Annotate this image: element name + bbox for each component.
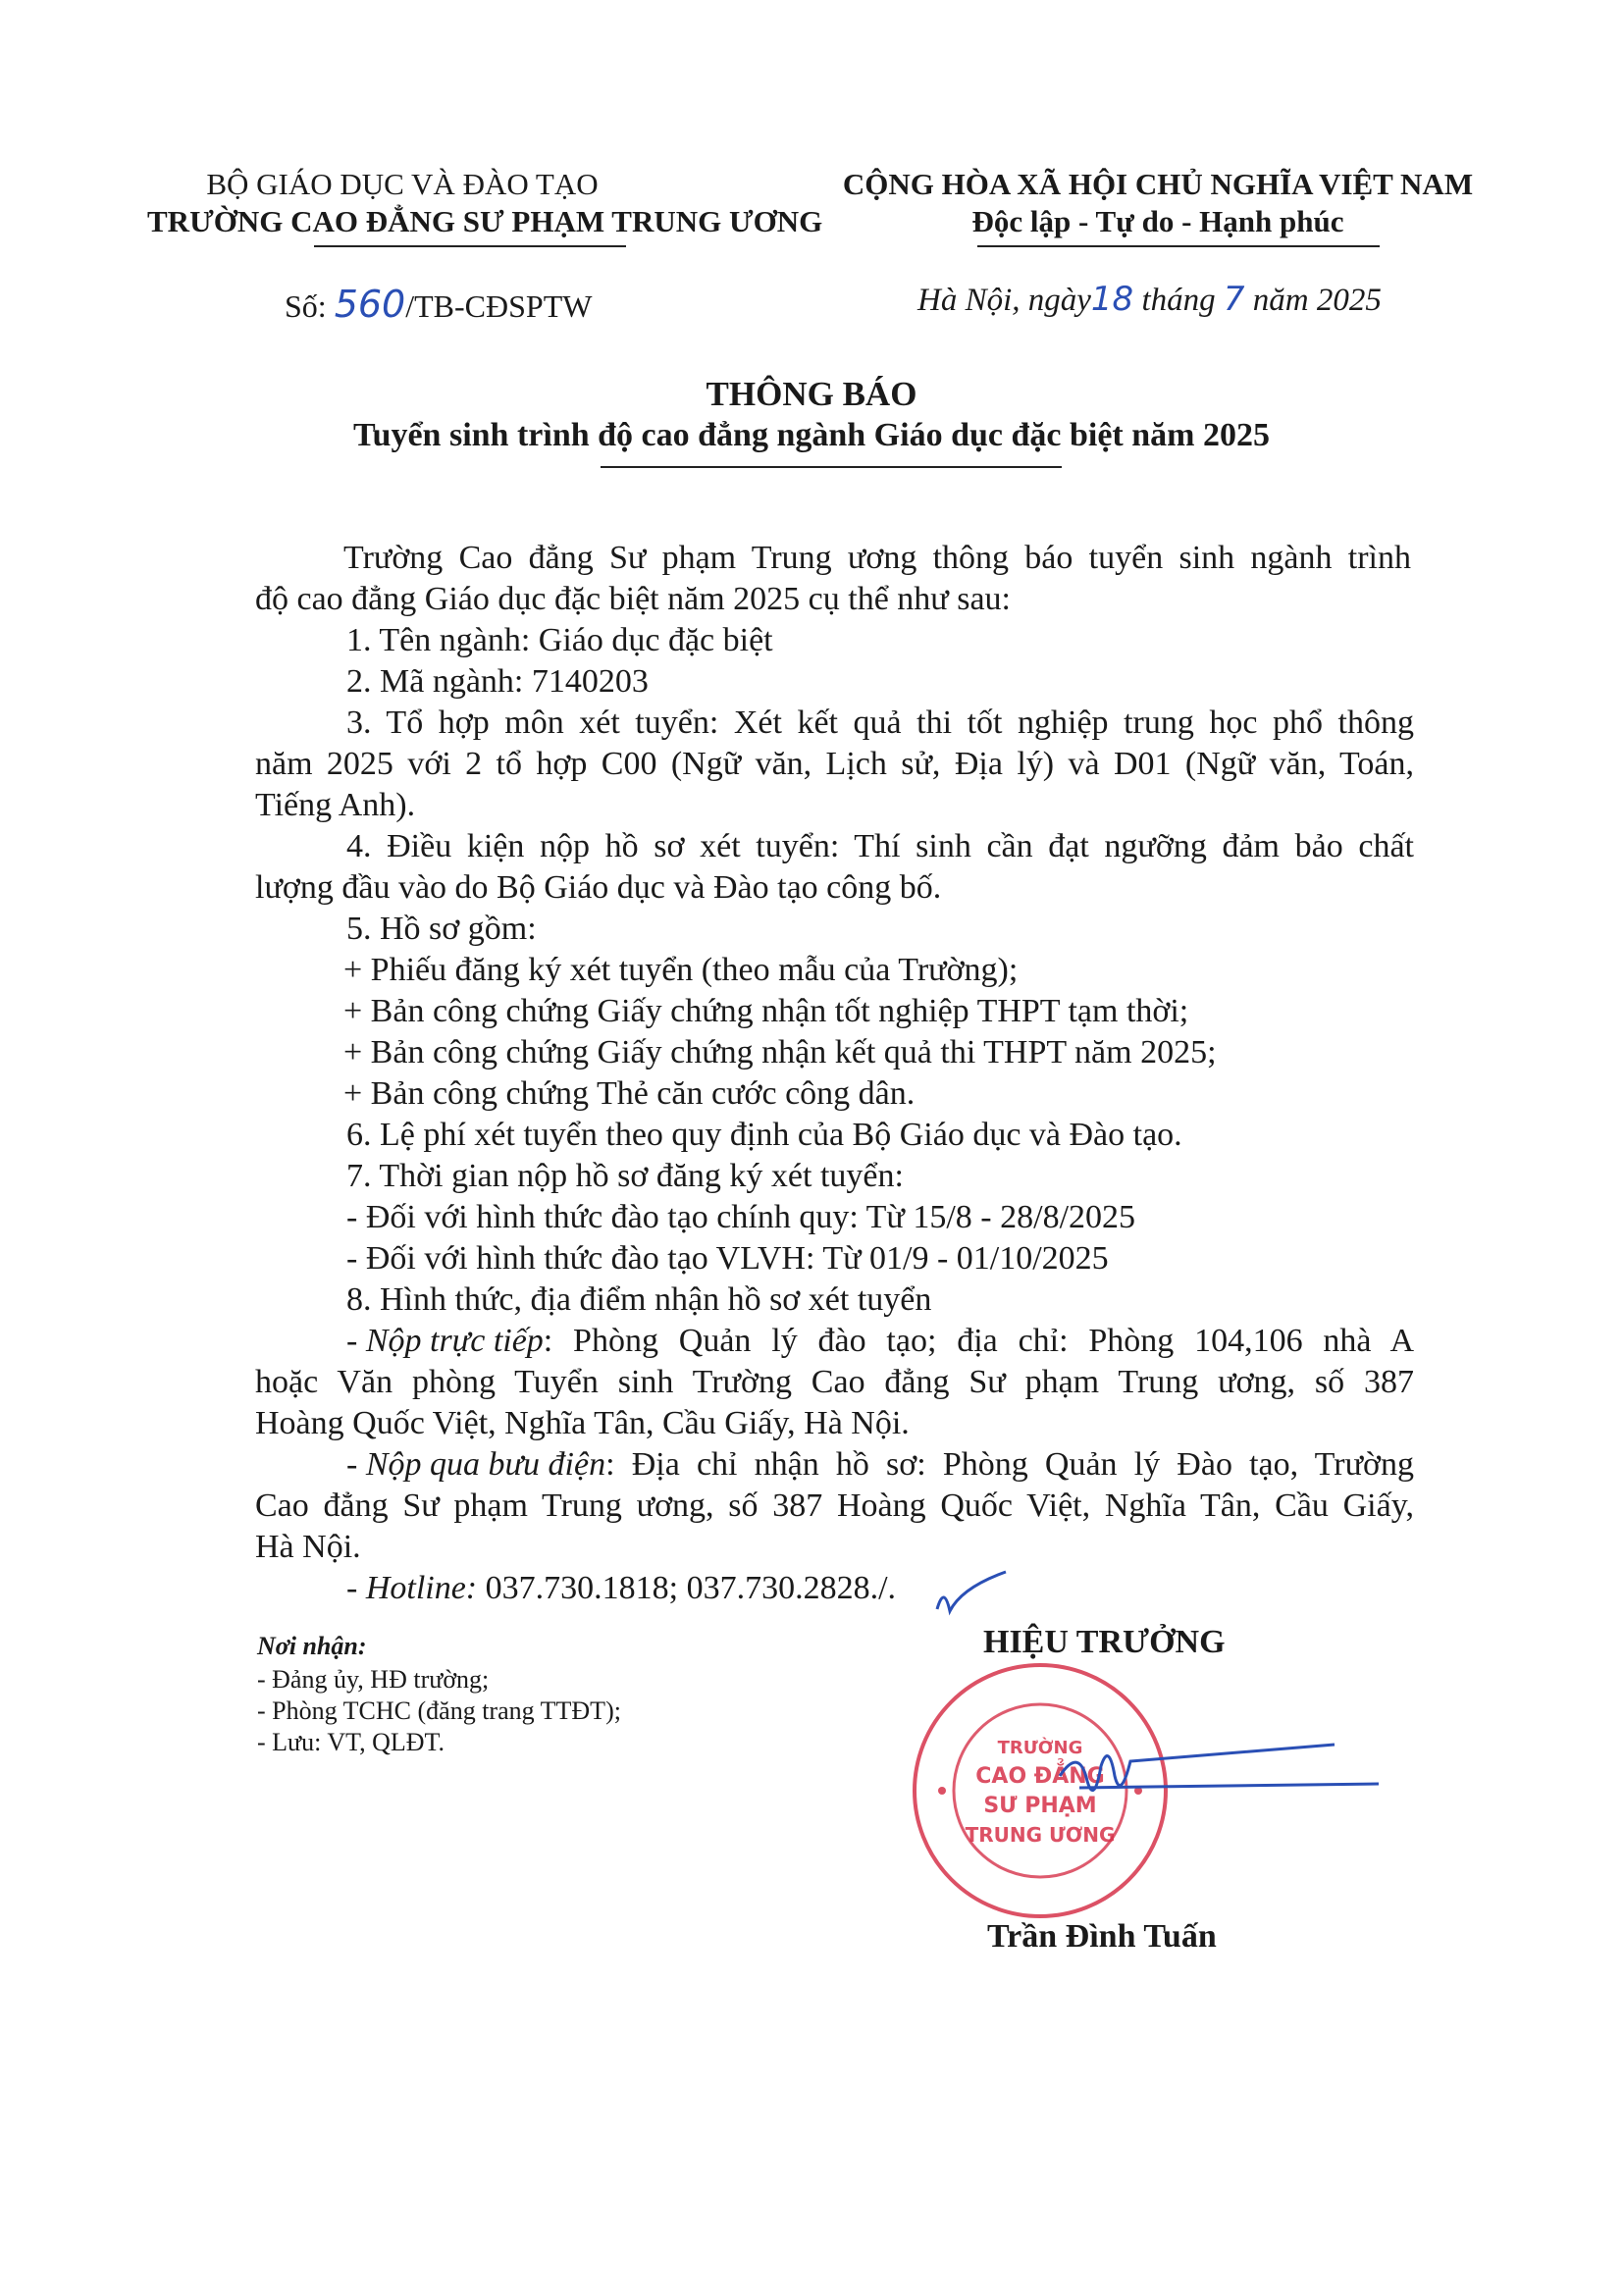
item-4-line-2: lượng đầu vào do Bộ Giáo dục và Đào tạo công bố. [255,869,942,906]
item-6: 6. Lệ phí xét tuyển theo quy định của Bộ Giáo dục và Đào tạo. [346,1117,1182,1153]
item-1: 1. Tên ngành: Giáo dục đặc biệt [346,622,773,658]
stamp-line-2: CAO ĐẲNG [975,1764,1105,1789]
item-5-c: + Bản công chứng Giấy chứng nhận kết quả thi THPT năm 2025; [343,1034,1217,1070]
date-line [917,280,1382,320]
hotline-label: - Hotline: [346,1570,478,1606]
item-8-a-label: - Nộp trực tiếp [346,1323,544,1359]
signature-scribble [1040,1727,1393,1825]
school-name: TRƯỜNG CAO ĐẲNG SƯ PHẠM TRUNG ƯƠNG [147,204,823,238]
number-handwritten: 560 [334,283,406,326]
item-3-line-3: Tiếng Anh). [255,787,416,823]
item-8-a-line-3: Hoàng Quốc Việt, Nghĩa Tân, Cầu Giấy, Hà Nội. [255,1405,910,1441]
country-name: CỘNG HÒA XÃ HỘI CHỦ NGHĨA VIỆT NAM [842,167,1474,201]
hotline [346,1568,896,1609]
title-underline [601,466,1062,468]
date-month-handwritten: 7 [1223,280,1245,319]
stamp-line-1: TRƯỜNG [997,1738,1083,1758]
signatory-title: HIỆU TRƯỞNG [983,1624,1226,1660]
initial-mark [932,1570,1011,1619]
item-8: 8. Hình thức, địa điểm nhận hồ sơ xét tuyển [346,1281,932,1318]
signatory-name: Trần Đình Tuấn [987,1918,1217,1955]
number-suffix: /TB-CĐSPTW [405,288,593,324]
item-3-line-1: 3. Tổ hợp môn xét tuyển: Xét kết quả thi tốt nghiệp trung học phổ thông [346,704,1414,741]
item-8-b-text: : Địa chỉ nhận hồ sơ: Phòng Quản lý Đào tạo, Trường [605,1446,1414,1483]
item-8-b-line-1 [346,1444,1414,1486]
document-title: THÔNG BÁO [706,375,917,413]
hotline-value: 037.730.1818; 037.730.2828./. [477,1570,897,1606]
item-5: 5. Hồ sơ gồm: [346,911,537,947]
recipient-3: - Lưu: VT, QLĐT. [257,1728,445,1756]
item-5-b: + Bản công chứng Giấy chứng nhận tốt nghiệp THPT tạm thời; [343,993,1189,1029]
item-7: 7. Thời gian nộp hồ sơ đăng ký xét tuyển: [346,1158,904,1194]
recipients-heading: Nơi nhận: [257,1632,367,1660]
item-8-b-line-3: Hà Nội. [255,1529,361,1565]
document-number [285,285,592,326]
date-month-label: tháng [1141,283,1216,318]
date-day-handwritten: 18 [1090,280,1134,319]
item-8-b-line-2: Cao đẳng Sư phạm Trung ương, số 387 Hoàng Quốc Việt, Nghĩa Tân, Cầu Giấy, [255,1487,1414,1524]
intro-line-2: độ cao đẳng Giáo dục đặc biệt năm 2025 cụ thể như sau: [255,581,1011,617]
item-7-b: - Đối với hình thức đào tạo VLVH: Từ 01/9 - 01/10/2025 [346,1240,1109,1277]
item-7-a: - Đối với hình thức đào tạo chính quy: Từ 15/8 - 28/8/2025 [346,1199,1136,1235]
item-4-line-1: 4. Điều kiện nộp hồ sơ xét tuyển: Thí sinh cần đạt ngưỡng đảm bảo chất [346,828,1414,864]
school-underline [314,245,626,247]
item-8-a-text: : Phòng Quản lý đào tạo; địa chỉ: Phòng 104,106 nhà A [543,1323,1414,1359]
intro-line-1: Trường Cao đẳng Sư phạm Trung ương thông báo tuyển sinh ngành trình [343,540,1411,576]
recipient-1: - Đảng ủy, HĐ trường; [257,1665,490,1694]
item-8-a-line-1 [346,1321,1414,1362]
item-8-a-line-2: hoặc Văn phòng Tuyển sinh Trường Cao đẳng Sư phạm Trung ương, số 387 [255,1364,1414,1400]
date-place: Hà Nội, ngày [917,283,1091,318]
date-year: năm 2025 [1252,283,1382,318]
item-5-a: + Phiếu đăng ký xét tuyển (theo mẫu của Trường); [343,952,1019,988]
item-3-line-2: năm 2025 với 2 tổ hợp C00 (Ngữ văn, Lịch sử, Địa lý) và D01 (Ngữ văn, Toán, [255,746,1414,782]
ministry-name: BỘ GIÁO DỤC VÀ ĐÀO TẠO [206,167,599,201]
stamp-line-4: TRUNG ƯƠNG [965,1823,1116,1847]
recipient-2: - Phòng TCHC (đăng trang TTĐT); [257,1696,621,1725]
document-subtitle: Tuyển sinh trình độ cao đẳng ngành Giáo dục đặc biệt năm 2025 [353,417,1270,453]
number-prefix: Số: [285,288,327,324]
national-motto: Độc lập - Tự do - Hạnh phúc [971,204,1344,238]
stamp-line-3: SƯ PHẠM [983,1794,1097,1818]
item-5-d: + Bản công chứng Thẻ căn cước công dân. [343,1075,916,1112]
motto-underline [977,245,1380,247]
item-8-b-label: - Nộp qua bưu điện [346,1446,606,1483]
item-2: 2. Mã ngành: 7140203 [346,663,649,700]
